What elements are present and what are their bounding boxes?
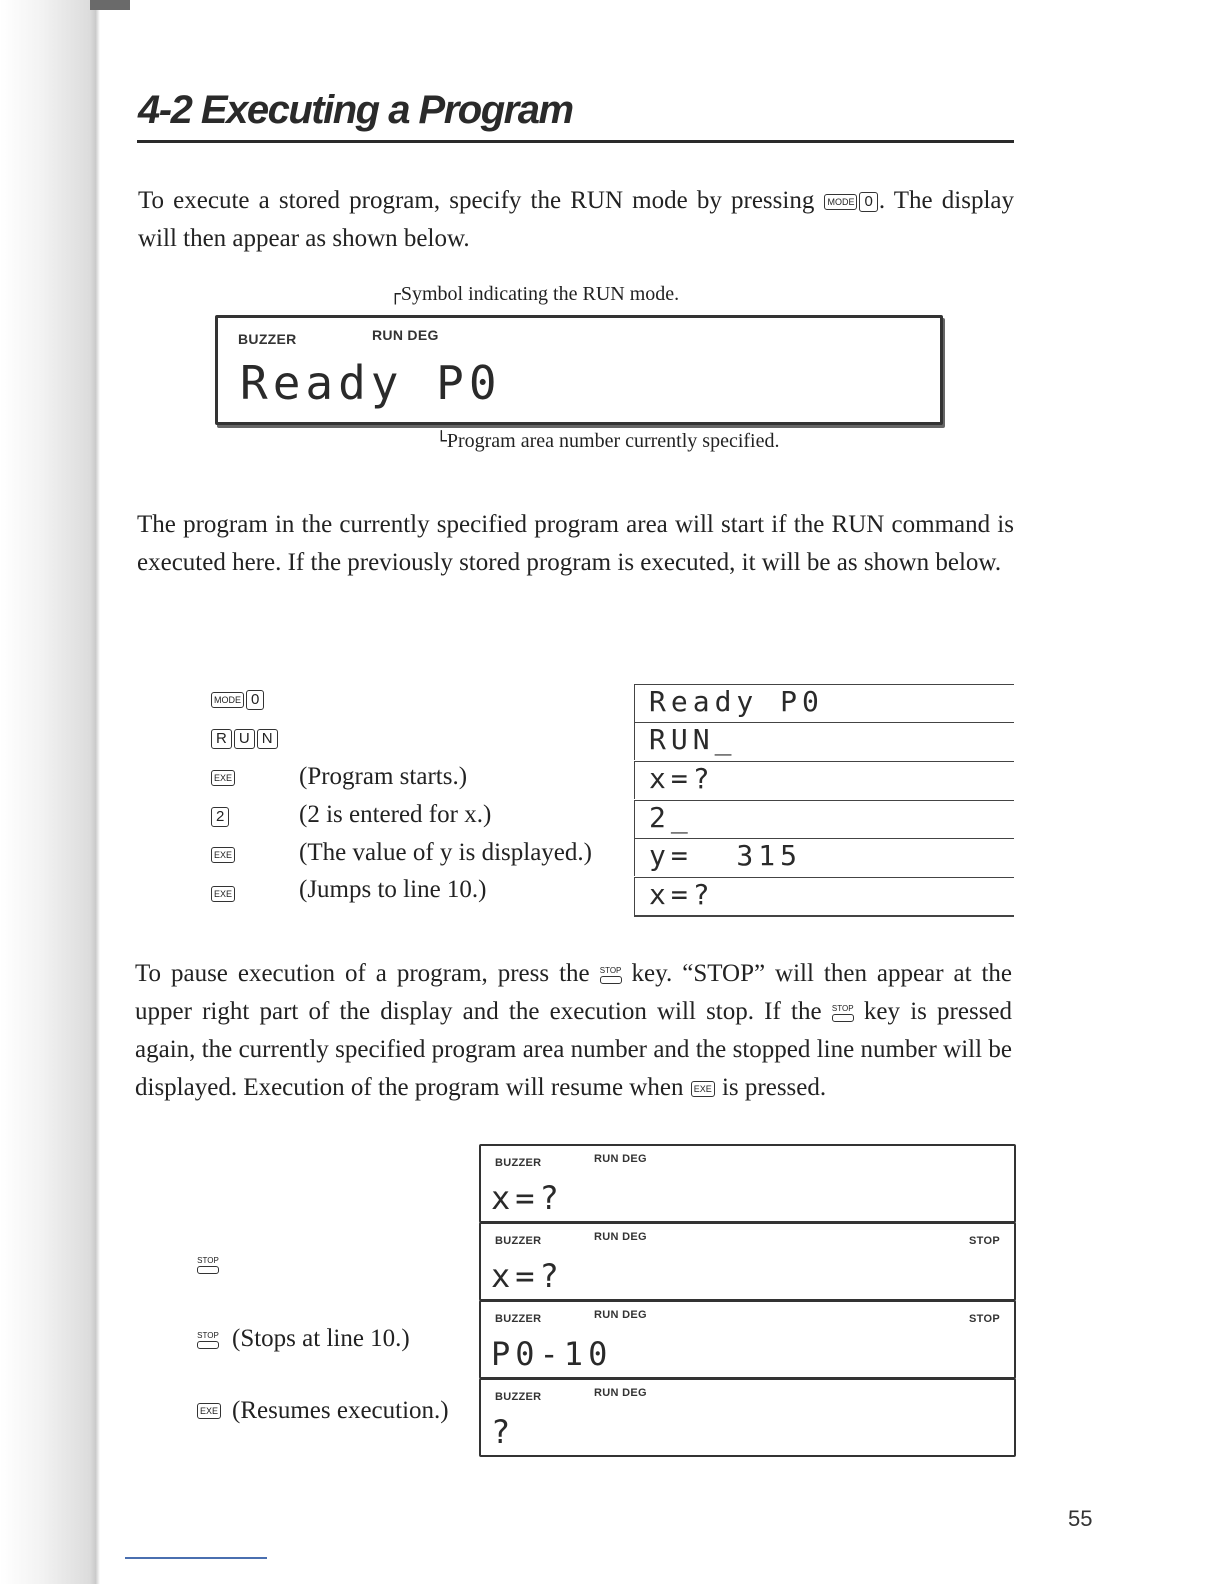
- seq-desc-y-displayed: (The value of y is displayed.): [299, 839, 592, 866]
- seq-keys-mode-0: MODE 0: [210, 690, 265, 710]
- paragraph-run-command: The program in the currently specified program area will start if the RUN command is executed here. If the previously stored program is executed, it will be as shown below.: [137, 511, 1014, 576]
- lcd-stop-seq-2: BUZZER RUN DEG STOP x=?: [479, 1222, 1016, 1301]
- stop-key-seq-3: STOP: [197, 1331, 219, 1349]
- display-strip-6: x=?: [634, 877, 1014, 915]
- run-mode-annotation: ┌Symbol indicating the RUN mode.: [390, 283, 680, 305]
- lcd-screen-text: Ready P0: [240, 356, 502, 410]
- spine-edge: [96, 0, 100, 1584]
- seq-key-exe-3: EXE: [210, 885, 236, 903]
- stop-key-seq-2: STOP: [197, 1256, 219, 1274]
- stop-indicator: STOP: [969, 1235, 1000, 1247]
- seq-keys-run: R U N: [210, 729, 279, 749]
- display-strip-5: y= 315: [634, 838, 1014, 876]
- lcd-stop-seq-3: BUZZER RUN DEG STOP P0-10: [479, 1300, 1016, 1379]
- exe-key-inline: EXE: [691, 1081, 715, 1097]
- buzzer-indicator: BUZZER: [238, 331, 297, 347]
- display-strip-3: x=?: [634, 761, 1014, 799]
- page-corner-mark: [90, 0, 130, 10]
- stop-key-inline-1: STOP: [600, 966, 622, 984]
- intro-text-before: To execute a stored program, specify the RUN mode by pressing: [138, 187, 815, 214]
- program-area-annotation: └Program area number currently specified.: [436, 430, 780, 452]
- heading-rule: [137, 140, 1014, 143]
- mode-key: MODE: [824, 194, 857, 210]
- display-strip-end: [634, 915, 1014, 917]
- exe-key-seq-4: EXE: [196, 1402, 222, 1420]
- seq-key-2: 2: [210, 807, 230, 827]
- book-spine-shadow: [0, 0, 96, 1584]
- lcd-stop-seq-1: BUZZER RUN DEG x=?: [479, 1144, 1016, 1223]
- desc-stops-at-line: (Stops at line 10.): [232, 1325, 410, 1352]
- intro-text-after: . The display will then appear as shown below.: [138, 187, 1014, 252]
- seq-key-exe-1: EXE: [210, 769, 236, 787]
- section-heading: 4-2 Executing a Program: [138, 88, 573, 132]
- seq-key-exe-2: EXE: [210, 846, 236, 864]
- display-strip-1: Ready P0: [634, 684, 1014, 722]
- desc-resumes: (Resumes execution.): [232, 1397, 449, 1424]
- seq-desc-jumps: (Jumps to line 10.): [299, 876, 487, 903]
- zero-key: 0: [859, 192, 877, 212]
- page-number: 55: [1068, 1506, 1093, 1531]
- run-deg-indicator: RUN DEG: [372, 327, 439, 343]
- main-lcd-display: [215, 315, 943, 425]
- footer-rule: [125, 1557, 267, 1559]
- paragraph-pause: To pause execution of a program, press the STOP key. “STOP” will then appear at the upper right part of the display and the execution will stop. If the STOP key is pressed again, the currently specified program area number and the stopped line number will be displayed. Execution of the program will resume when EXE is pressed.: [135, 960, 1013, 1101]
- stop-key-inline-2: STOP: [832, 1004, 854, 1022]
- seq-desc-program-starts: (Program starts.): [299, 763, 468, 790]
- stop-indicator: STOP: [969, 1313, 1000, 1325]
- seq-desc-enter-x: (2 is entered for x.): [299, 801, 492, 828]
- intro-paragraph: [138, 182, 1014, 258]
- display-strip-4: 2_: [634, 800, 1014, 838]
- lcd-stop-seq-4: BUZZER RUN DEG ?: [479, 1378, 1016, 1457]
- display-strip-2: RUN_: [634, 722, 1014, 760]
